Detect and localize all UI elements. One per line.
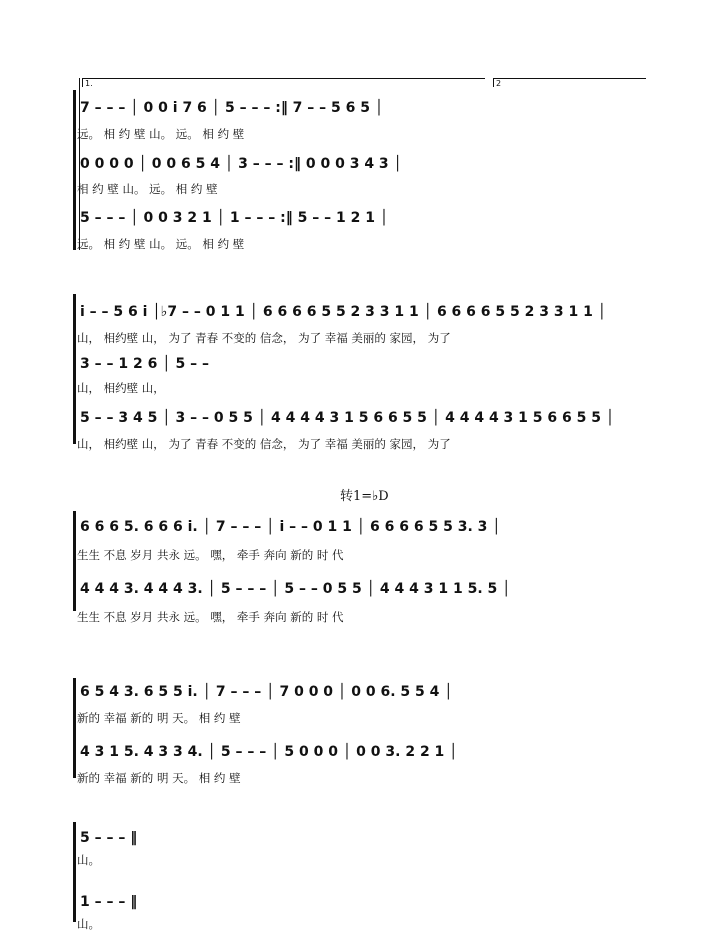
volta-1: 1.	[82, 78, 485, 87]
lyrics-part-2: 山， 相约壁 山，	[77, 381, 165, 395]
lyrics-part-3: 山， 相约壁 山， 为了 青春 不变的 信念， 为了 幸福 美丽的 家园， 为了	[77, 437, 451, 451]
system-1	[0, 78, 720, 253]
lyrics-part-1: 山。	[77, 853, 100, 867]
notes-part-2: 1 – – – ‖	[80, 894, 138, 910]
lyrics-part-2: 相 约 壁 山。 远。 相 约 壁	[77, 182, 218, 196]
notes-part-1: i – – 5 6 i │♭7 – – 0 1 1 │ 6 6 6 6 5 5 2 3 3 1 1 │ 6 6 6 6 5 5 2 3 3 1 1 │	[80, 304, 607, 320]
notes-part-1: 7 – – – │ 0 0 i 7 6 │ 5 – – – :‖ 7 – – 5 6 5 │	[80, 100, 384, 116]
notes-part-1: 6 5 4 3. 6 5 5 i. │ 7 – – – │ 7 0 0 0 │ 0 0 6. 5 5 4 │	[80, 684, 453, 700]
lyrics-part-1: 新的 幸福 新的 明 天。 相 约 壁	[77, 711, 241, 725]
lyrics-part-1: 山， 相约壁 山， 为了 青春 不变的 信念， 为了 幸福 美丽的 家园， 为了	[77, 331, 451, 345]
notes-part-1: 6 6 6 5. 6 6 6 i. │ 7 – – – │ i – – 0 1 1 │ 6 6 6 6 5 5 3. 3 │	[80, 519, 501, 535]
brace	[73, 90, 76, 250]
lyrics-part-1: 远。 相 约 壁 山。 远。 相 约 壁	[77, 127, 245, 141]
brace	[73, 822, 76, 922]
notes-part-3: 5 – – 3 4 5 │ 3 – – 0 5 5 │ 4 4 4 4 3 1 5 6 6 5 5 │ 4 4 4 4 3 1 5 6 6 5 5 │	[80, 410, 615, 426]
notes-part-2: 4 3 1 5. 4 3 3 4. │ 5 – – – │ 5 0 0 0 │ 0 0 3. 2 2 1 │	[80, 744, 458, 760]
brace	[73, 511, 76, 611]
key-change: 转1=♭D	[340, 489, 389, 504]
notes-part-2: 4 4 4 3. 4 4 4 3. │ 5 – – – │ 5 – – 0 5 5 │ 4 4 4 3 1 1 5. 5 │	[80, 581, 511, 597]
lyrics-part-1: 生生 不息 岁月 共永 远。 嘿， 牵手 奔向 新的 时 代	[77, 548, 344, 562]
lyrics-part-2: 生生 不息 岁月 共永 远。 嘿， 牵手 奔向 新的 时 代	[77, 610, 344, 624]
lyrics-part-2: 新的 幸福 新的 明 天。 相 约 壁	[77, 771, 241, 785]
brace	[73, 294, 76, 444]
system-3	[0, 485, 720, 635]
system-2	[0, 290, 720, 460]
volta-2: 2	[493, 78, 646, 87]
lyrics-part-3: 远。 相 约 壁 山。 远。 相 约 壁	[77, 237, 245, 251]
notes-part-2: 0 0 0 0 │ 0 0 6 5 4 │ 3 – – – :‖ 0 0 0 3 4 3 │	[80, 156, 402, 172]
notes-part-1: 5 – – – ‖	[80, 830, 138, 846]
system-4	[0, 670, 720, 800]
brace	[73, 678, 76, 778]
system-5	[0, 818, 720, 931]
notes-part-2: 3 – – 1 2 6 │ 5 – –	[80, 356, 210, 372]
lyrics-part-2: 山。	[77, 917, 100, 931]
notes-part-3: 5 – – – │ 0 0 3 2 1 │ 1 – – – :‖ 5 – – 1 2 1 │	[80, 210, 389, 226]
